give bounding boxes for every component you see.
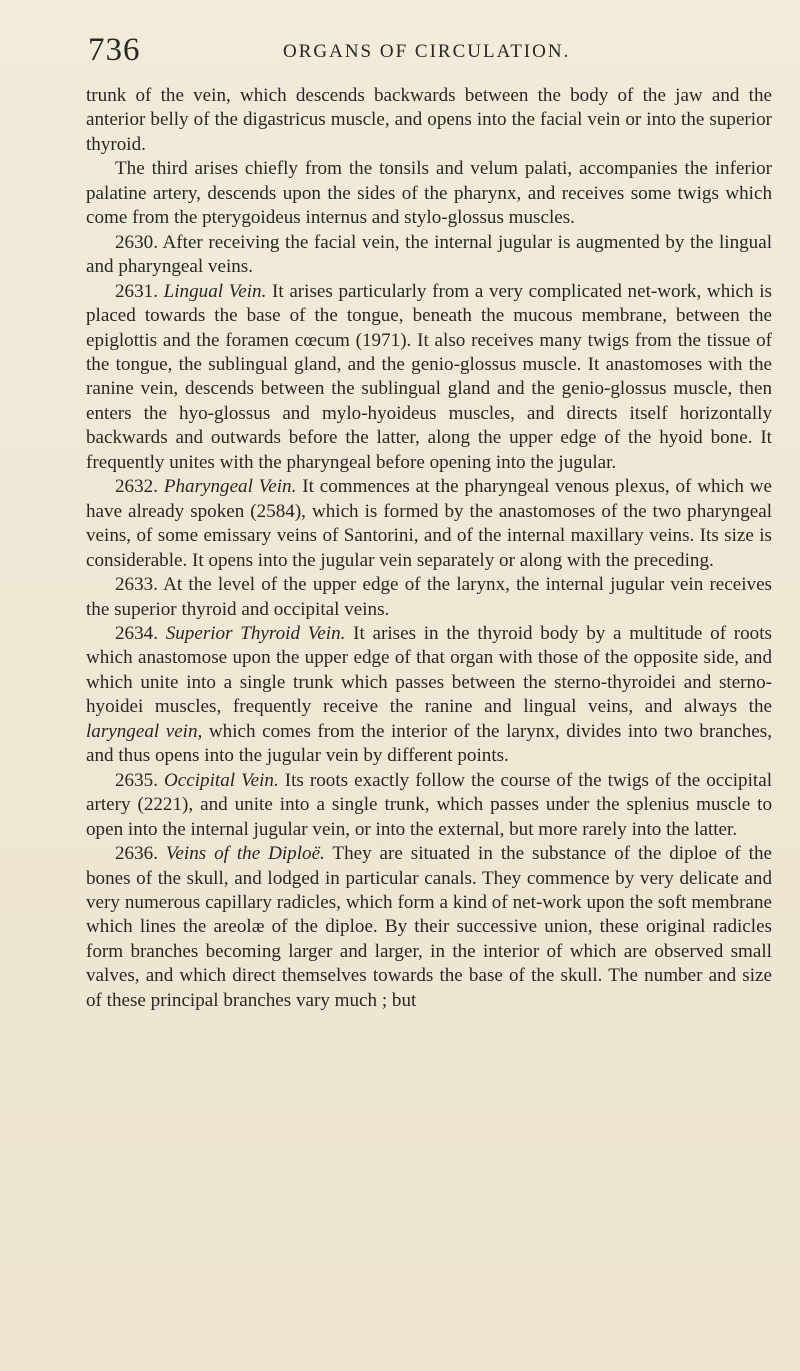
section-number: 2632. <box>115 476 158 498</box>
section-title: Superior Thyroid Vein. <box>165 622 346 644</box>
page-header <box>88 26 778 72</box>
paragraph-text: trunk of the vein, which descends backwards between the body of the jaw and the anterior belly of the digastricus muscle, and opens into the facial vein or into the superior thyroid. <box>86 85 772 155</box>
running-head: ORGANS OF CIRCULATION. <box>283 41 571 62</box>
paragraph-text: The third arises chiefly from the tonsils and velum palati, accompanies the inferior palatine artery, descends upon the sides of the pharynx, and receives some twigs which come from the pterygoideus internus and stylo-glossus muscles. <box>86 158 772 229</box>
paragraph-text: They are situated in the substance of the diploe of the bones of the skull, and lodged in particular canals. They commence by very delicate and very numerous capillary radicles, which form a kind of net-work upon the soft membrane which lines the areolæ of the diploe. By their successive union, these original radicles form branches becoming larger and larger, in the interior of which are observed small valves, and which direct themselves towards the base of the skull. The number and size of these principal branches vary much ; but <box>86 843 772 1011</box>
section-title: Occipital Vein. <box>164 769 279 791</box>
section-number: 2636. <box>115 843 158 865</box>
paragraph-text: Its roots exactly follow the course of the twigs of the occipital artery (2221), and unite into a single trunk, which passes under the splenius muscle to open into the internal jugular vein, or into the external, but more rarely into the latter. <box>86 769 772 840</box>
paragraph-third-vein <box>86 157 772 230</box>
italic-term: laryngeal vein, <box>86 720 203 742</box>
section-title: Veins of the Diploë. <box>165 843 325 865</box>
paragraph-2632 <box>86 475 772 573</box>
section-number: 2634. <box>115 622 158 644</box>
paragraph-continuation <box>86 84 772 157</box>
section-number: 2631. <box>115 280 158 302</box>
paragraph-2635 <box>86 769 772 842</box>
paragraph-text-cont: which comes from the interior of the larynx, divides into two branches, and thus opens into the jugular vein by different points. <box>86 720 772 767</box>
page-body <box>86 84 772 1013</box>
paragraph-text: It arises in the thyroid body by a multitude of roots which anastomose upon the upper edge of that organ with those of the opposite side, and which unite into a single trunk which passes between the sterno-thyroidei and sterno-hyoidei muscles, frequently receive the ranine and lingual veins, and always the <box>86 622 772 718</box>
section-number: 2635. <box>115 769 158 791</box>
paragraph-2631 <box>86 280 772 476</box>
paragraph-2634 <box>86 622 772 769</box>
paragraph-text: It arises particularly from a very complicated net-work, which is placed towards the base of the tongue, beneath the mucous membrane, between the epiglottis and the foramen cœcum (1971). It also receives many twigs from the tissue of the tongue, the sublingual gland, and the genio-glossus muscle. It anastomoses with the ranine vein, descends between the sublingual gland and the genio-glossus muscle, then enters the hyo-glossus and mylo-hyoideus muscles, and directs itself horizontally backwards and outwards before the latter, along the upper edge of the hyoid bone. It frequently unites with the pharyngeal before opening into the jugular. <box>86 280 772 473</box>
paragraph-2636 <box>86 842 772 1013</box>
paragraph-2633 <box>86 573 772 622</box>
paragraph-text: It commences at the pharyngeal venous plexus, of which we have already spoken (2584), which is formed by the anastomoses of the two pharyngeal veins, of some emissary veins of Santorini, and of the internal maxillary veins. Its size is considerable. It opens into the jugular vein separately or along with the preceding. <box>86 476 772 571</box>
paragraph-2630 <box>86 231 772 280</box>
page-number: 736 <box>88 32 141 68</box>
paragraph-text: 2630. After receiving the facial vein, the internal jugular is augmented by the lingual and pharyngeal veins. <box>86 231 772 278</box>
section-title: Pharyngeal Vein. <box>163 476 297 498</box>
section-title: Lingual Vein. <box>163 280 267 302</box>
paragraph-text: 2633. At the level of the upper edge of the larynx, the internal jugular vein receives the superior thyroid and occipital veins. <box>86 574 772 620</box>
